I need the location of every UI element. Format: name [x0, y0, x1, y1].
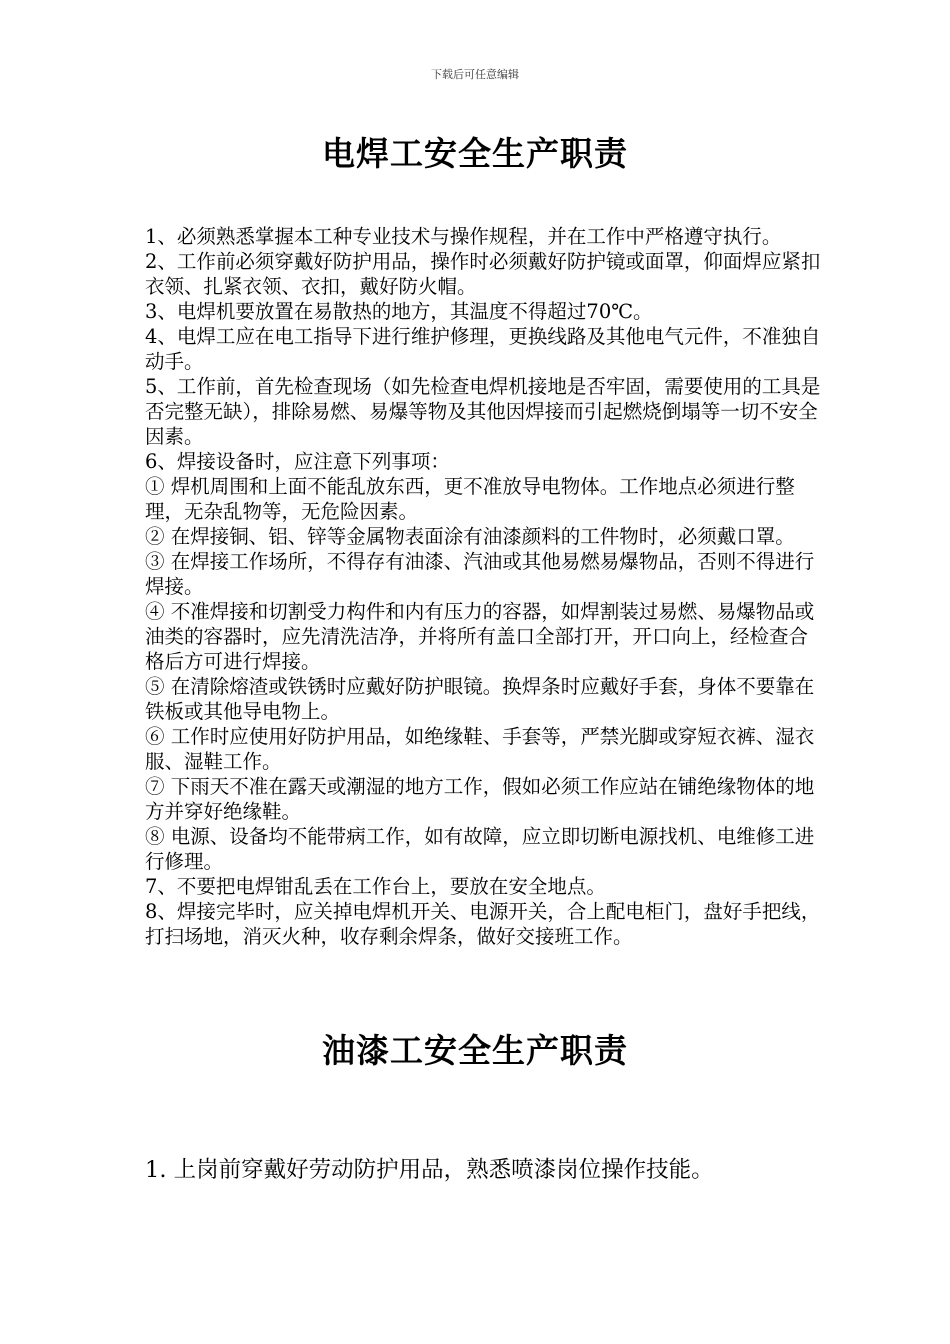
- section-title-welder: 电焊工安全生产职责: [322, 134, 628, 173]
- paragraph: ⑥ 工作时应使用好防护用品，如绝缘鞋、手套等，严禁光脚或穿短衣裤、湿衣服、湿鞋工作。: [145, 725, 815, 773]
- paragraph: ⑧ 电源、设备均不能带病工作，如有故障，应立即切断电源找机、电维修工进行修理。: [145, 825, 815, 873]
- paragraph: 3、电焊机要放置在易散热的地方，其温度不得超过70℃。: [145, 300, 653, 323]
- paragraph: ④ 不准焊接和切割受力构件和内有压力的容器，如焊割装过易燃、易爆物品或油类的容器时，应先清洗洁净，并将所有盖口全部打开，开口向上，经检查合格后方可进行焊接。: [145, 600, 815, 673]
- paragraph: 7、不要把电焊钳乱丢在工作台上，要放在安全地点。: [145, 875, 606, 898]
- paragraph: ⑦ 下雨天不准在露天或潮湿的地方工作，假如必须工作应站在铺绝缘物体的地方并穿好绝缘鞋。: [145, 775, 815, 823]
- section-body-painter-item: 1. 上岗前穿戴好劳动防护用品，熟悉喷漆岗位操作技能。: [145, 1157, 714, 1183]
- paragraph: ③ 在焊接工作场所，不得存有油漆、汽油或其他易燃易爆物品，否则不得进行焊接。: [145, 550, 815, 598]
- section-body-welder: [145, 224, 825, 949]
- paragraph: ⑤ 在清除熔渣或铁锈时应戴好防护眼镜。换焊条时应戴好手套，身体不要靠在铁板或其他导电物上。: [145, 675, 815, 723]
- paragraph: 8、焊接完毕时，应关掉电焊机开关、电源开关，合上配电柜门，盘好手把线，打扫场地，消灭火种，收存剩余焊条，做好交接班工作。: [145, 900, 821, 948]
- section-title-painter: 油漆工安全生产职责: [322, 1031, 628, 1070]
- header-note: 下载后可任意编辑: [431, 68, 519, 81]
- paragraph: ① 焊机周围和上面不能乱放东西，更不准放导电物体。工作地点必须进行整理，无杂乱物等，无危险因素。: [145, 475, 795, 523]
- paragraph: 5、工作前，首先检查现场（如先检查电焊机接地是否牢固，需要使用的工具是否完整无缺），排除易燃、易爆等物及其他因焊接而引起燃烧倒塌等一切不安全因素。: [145, 375, 821, 448]
- paragraph: 4、电焊工应在电工指导下进行维护修理，更换线路及其他电气元件，不准独自动手。: [145, 325, 821, 373]
- paragraph: 2、工作前必须穿戴好防护用品，操作时必须戴好防护镜或面罩，仰面焊应紧扣衣领、扎紧衣领、衣扣，戴好防火帽。: [145, 250, 821, 298]
- paragraph: ② 在焊接铜、铝、锌等金属物表面涂有油漆颜料的工件物时，必须戴口罩。: [145, 525, 795, 548]
- paragraph: 6、焊接设备时，应注意下列事项：: [145, 450, 450, 473]
- paragraph: 1、必须熟悉掌握本工种专业技术与操作规程，并在工作中严格遵守执行。: [145, 225, 782, 248]
